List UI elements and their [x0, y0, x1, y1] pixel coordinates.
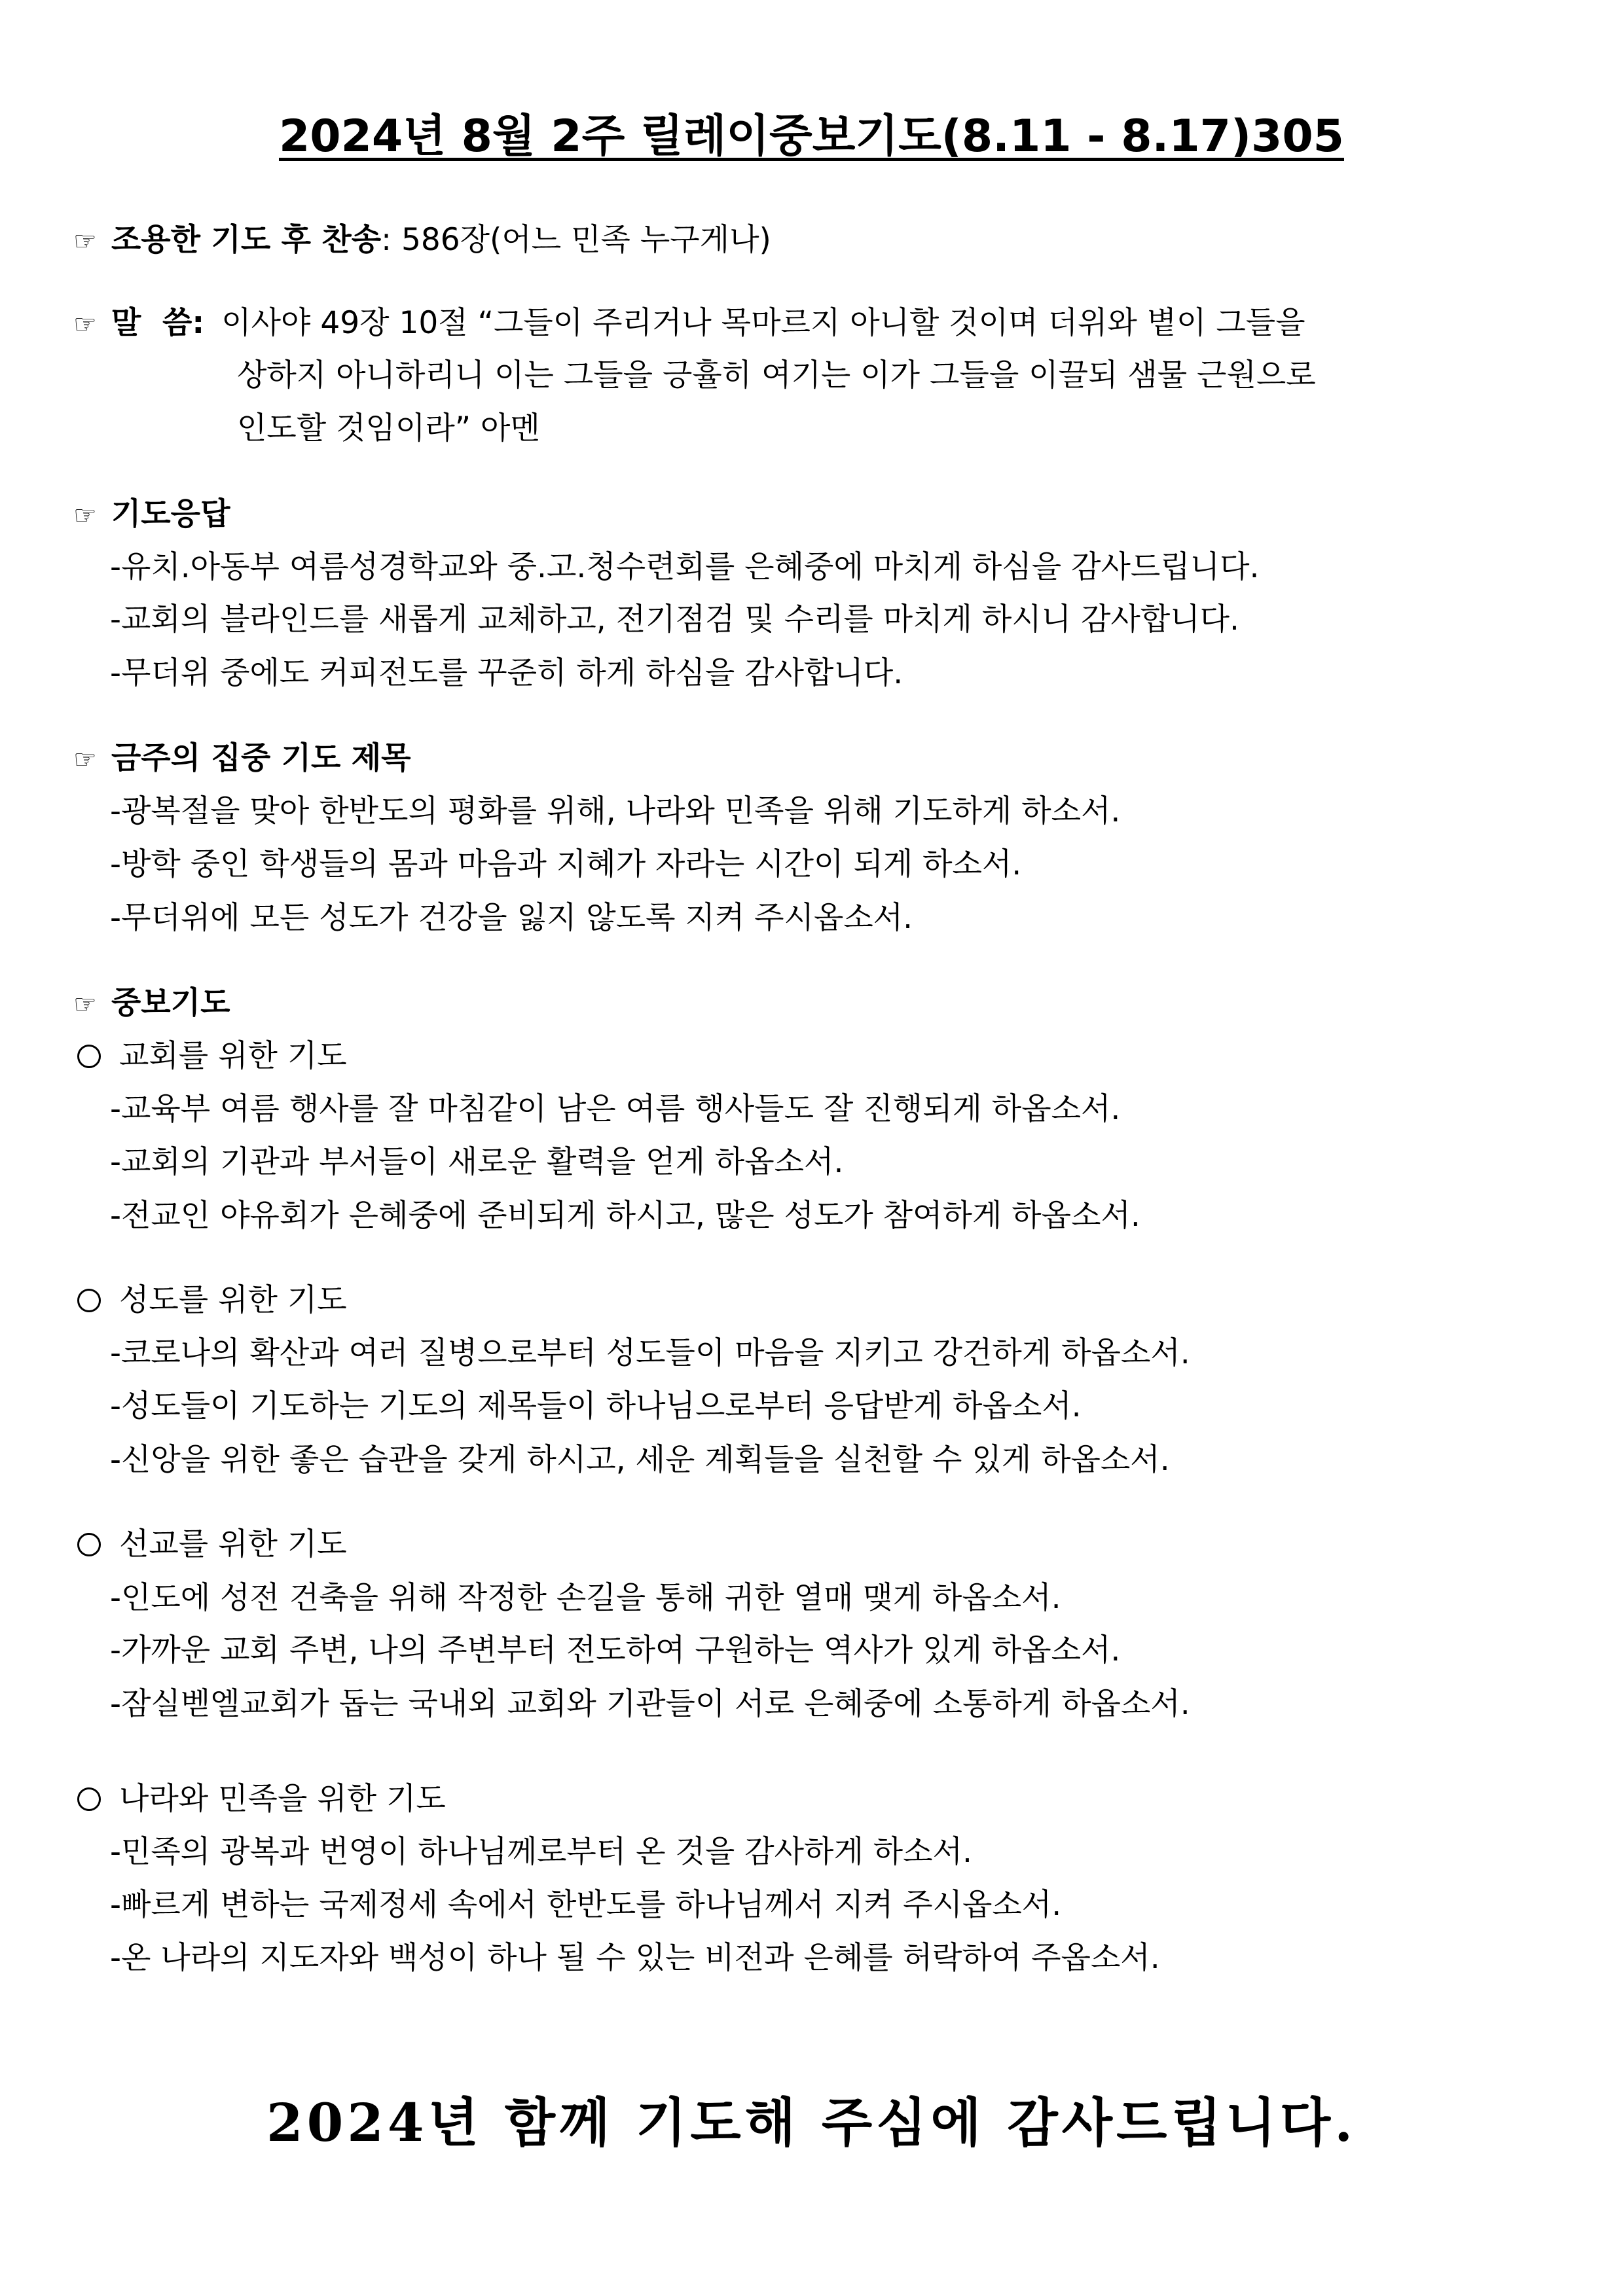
focus-item: -방학 중인 학생들의 몸과 마음과 지혜가 자라는 시간이 되게 하소서.	[110, 846, 1022, 882]
answer-item: -유치.아동부 여름성경학교와 중.고.청수련회를 은혜중에 마치게 하심을 감사드립니다.	[110, 549, 1260, 585]
intercession-heading: ☞ 중보기도	[73, 985, 230, 1021]
word-label: 말 씀:	[111, 305, 205, 341]
group-title-saints: 성도를 위한 기도	[77, 1285, 347, 1316]
pointing-hand-icon: ☞	[73, 501, 97, 531]
list-item: -교육부 여름 행사를 잘 마침같이 남은 여름 행사들도 잘 진행되게 하옵소서.	[110, 1091, 1121, 1127]
group-title-mission: 선교를 위한 기도	[77, 1529, 347, 1560]
closing-message: 2024년 함께 기도해 주심에 감사드립니다.	[266, 2092, 1357, 2153]
group-title-church: 교회를 위한 기도	[77, 1041, 347, 1071]
circle-bullet-icon	[77, 1289, 101, 1312]
circle-bullet-icon	[77, 1045, 101, 1068]
list-item: -전교인 야유회가 은혜중에 준비되게 하시고, 많은 성도가 참여하게 하옵소서.	[110, 1198, 1140, 1234]
list-item: -가까운 교회 주변, 나의 주변부터 전도하여 구원하는 역사가 있게 하옵소서.	[110, 1632, 1121, 1668]
circle-bullet-icon	[77, 1533, 101, 1556]
page-title: 2024년 8월 2주 릴레이중보기도(8.11 - 8.17)305	[278, 111, 1344, 162]
pointing-hand-icon: ☞	[73, 745, 97, 775]
circle-bullet-icon	[77, 1787, 101, 1811]
group-title-nation: 나라와 민족을 위한 기도	[77, 1784, 446, 1814]
word-line-3: 인도할 것임이라” 아멘	[237, 410, 540, 446]
list-item: -신앙을 위한 좋은 습관을 갖게 하시고, 세운 계획들을 실천할 수 있게 하옵소서.	[110, 1442, 1170, 1478]
answers-heading: ☞ 기도응답	[73, 496, 230, 532]
pointing-hand-icon: ☞	[73, 310, 97, 340]
answer-item: -교회의 블라인드를 새롭게 교체하고, 전기점검 및 수리를 마치게 하시니 감사합니다.	[110, 601, 1239, 637]
pointing-hand-icon: ☞	[73, 226, 97, 257]
pointing-hand-icon: ☞	[73, 990, 97, 1020]
focus-item: -무더위에 모든 성도가 건강을 잃지 않도록 지켜 주시옵소서.	[110, 900, 913, 936]
list-item: -코로나의 확산과 여러 질병으로부터 성도들이 마음을 지키고 강건하게 하옵소서.	[110, 1335, 1190, 1371]
list-item: -민족의 광복과 번영이 하나님께로부터 온 것을 감사하게 하소서.	[110, 1834, 972, 1870]
word-text: 이사야 49장 10절 “그들이 주리거나 목마르지 아니할 것이며 더위와 볕이 그들을	[221, 305, 1305, 341]
list-item: -온 나라의 지도자와 백성이 하나 될 수 있는 비전과 은혜를 허락하여 주옵소서.	[110, 1940, 1160, 1976]
hymn-label: 조용한 기도 후 찬송	[111, 222, 382, 258]
focus-heading: ☞ 금주의 집중 기도 제목	[73, 740, 411, 776]
list-item: -잠실벧엘교회가 돕는 국내외 교회와 기관들이 서로 은혜중에 소통하게 하옵소서.	[110, 1686, 1190, 1722]
hymn-value: : 586장(어느 민족 누구게나)	[381, 222, 771, 258]
answer-item: -무더위 중에도 커피전도를 꾸준히 하게 하심을 감사합니다.	[110, 655, 903, 691]
word-line-1	[73, 305, 1305, 341]
list-item: -인도에 성전 건축을 위해 작정한 손길을 통해 귀한 열매 맺게 하옵소서.	[110, 1580, 1061, 1616]
list-item: -교회의 기관과 부서들이 새로운 활력을 얻게 하옵소서.	[110, 1144, 844, 1180]
list-item: -빠르게 변하는 국제정세 속에서 한반도를 하나님께서 지켜 주시옵소서.	[110, 1887, 1062, 1923]
focus-item: -광복절을 맞아 한반도의 평화를 위해, 나라와 민족을 위해 기도하게 하소서.	[110, 793, 1121, 829]
list-item: -성도들이 기도하는 기도의 제목들이 하나님으로부터 응답받게 하옵소서.	[110, 1388, 1082, 1424]
hymn-line	[73, 222, 771, 258]
word-line-2: 상하지 아니하리니 이는 그들을 긍휼히 여기는 이가 그들을 이끌되 샘물 근원으로	[237, 357, 1316, 393]
